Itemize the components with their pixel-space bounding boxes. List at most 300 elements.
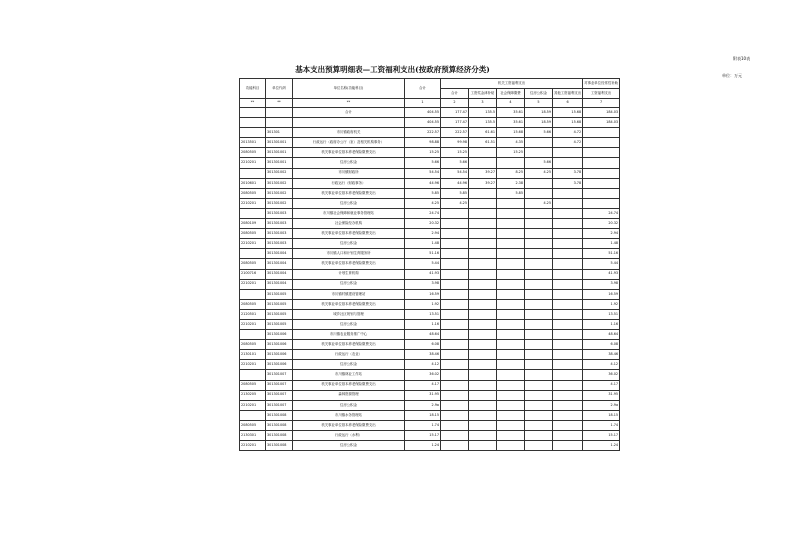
cell-org-wage — [583, 158, 620, 168]
cell-unit-code: 301301002 — [266, 198, 293, 208]
table-body — [240, 79, 620, 451]
cell-housing-fund — [525, 360, 553, 370]
cell-org-wage: 3.98 — [583, 279, 620, 289]
cell-social-insurance — [497, 309, 525, 319]
cell-social-insurance — [497, 219, 525, 229]
cell-org-wage: 31.95 — [583, 390, 620, 400]
cell-other-wage — [553, 299, 583, 309]
cell-other-wage — [553, 340, 583, 350]
cell-other-wage: 15.68 — [553, 108, 583, 118]
cell-other-wage — [553, 319, 583, 329]
cell-unit-code: 301301002 — [266, 168, 293, 178]
cell-wage-bonus — [469, 441, 497, 451]
cell-other-wage — [553, 188, 583, 198]
cell-unit-code: 301301004 — [266, 279, 293, 289]
cell-unit-name: 市川镇人口和计划生育服务所 — [293, 249, 405, 259]
cell-housing-fund: 18.59 — [525, 118, 553, 128]
index-cell: 5 — [525, 99, 553, 108]
cell-housing-fund — [525, 420, 553, 430]
cell-func-code: 2210201 — [240, 400, 266, 410]
cell-housing-fund — [525, 249, 553, 259]
cell-sub-total — [441, 431, 469, 441]
cell-wage-bonus — [469, 431, 497, 441]
cell-sub-total: 222.57 — [441, 128, 469, 138]
cell-func-code: 2080109 — [240, 219, 266, 229]
table-row — [240, 380, 620, 390]
cell-unit-code: 301301001 — [266, 148, 293, 158]
table-row — [240, 390, 620, 400]
cell-unit-name: 住房公积金 — [293, 360, 405, 370]
cell-sub-total — [441, 350, 469, 360]
cell-func-code — [240, 410, 266, 420]
cell-func-code — [240, 118, 266, 128]
cell-housing-fund: 18.59 — [525, 108, 553, 118]
cell-unit-name: 森林资源管理 — [293, 390, 405, 400]
cell-func-code: 2080505 — [240, 420, 266, 430]
cell-sub-total — [441, 259, 469, 269]
cell-social-insurance — [497, 390, 525, 400]
cell-func-code: 2210201 — [240, 158, 266, 168]
table-row — [240, 319, 620, 329]
cell-wage-bonus — [469, 340, 497, 350]
cell-social-insurance — [497, 299, 525, 309]
cell-other-wage — [553, 229, 583, 239]
cell-social-insurance — [497, 239, 525, 249]
cell-func-code — [240, 330, 266, 340]
cell-unit-name: 住房公积金 — [293, 158, 405, 168]
table-row — [240, 208, 620, 218]
cell-unit-code: 301301003 — [266, 229, 293, 239]
cell-func-code — [240, 208, 266, 218]
index-cell: ** — [240, 99, 266, 108]
cell-sub-total — [441, 360, 469, 370]
cell-org-wage: 20.32 — [583, 219, 620, 229]
table-row — [240, 340, 620, 350]
cell-wage-bonus — [469, 158, 497, 168]
header-org-wage: 工资福利支出 — [583, 89, 620, 99]
cell-housing-fund — [525, 178, 553, 188]
cell-total: 1.48 — [405, 239, 441, 249]
cell-unit-name: 计划生育机构 — [293, 269, 405, 279]
cell-unit-name: 城乡社区规划与管理 — [293, 309, 405, 319]
cell-social-insurance: 35.61 — [497, 108, 525, 118]
cell-other-wage — [553, 400, 583, 410]
cell-sub-total — [441, 299, 469, 309]
cell-total: 36.02 — [405, 370, 441, 380]
cell-unit-name: 住房公积金 — [293, 198, 405, 208]
cell-wage-bonus — [469, 350, 497, 360]
cell-sub-total: 177.47 — [441, 108, 469, 118]
table-row — [240, 431, 620, 441]
cell-social-insurance — [497, 198, 525, 208]
cell-unit-code: 301301003 — [266, 219, 293, 229]
cell-org-wage: 1.74 — [583, 420, 620, 430]
cell-social-insurance — [497, 279, 525, 289]
cell-wage-bonus — [469, 420, 497, 430]
cell-total: 31.95 — [405, 390, 441, 400]
cell-unit-code: 301301001 — [266, 138, 293, 148]
cell-unit-name: 住房公积金 — [293, 239, 405, 249]
cell-wage-bonus — [469, 319, 497, 329]
cell-unit-code: 301301007 — [266, 370, 293, 380]
cell-unit-name: 行政运行（水利） — [293, 431, 405, 441]
cell-func-code: 2080505 — [240, 380, 266, 390]
cell-unit-code: 301301006 — [266, 350, 293, 360]
cell-unit-name: 机关事业单位基本养老保险缴费支出 — [293, 380, 405, 390]
cell-total: 1.16 — [405, 319, 441, 329]
cell-sub-total: 5.85 — [441, 188, 469, 198]
cell-other-wage: 4.72 — [553, 128, 583, 138]
cell-unit-name — [293, 118, 405, 128]
cell-housing-fund — [525, 400, 553, 410]
cell-total: 13.51 — [405, 309, 441, 319]
cell-unit-code: 301301003 — [266, 239, 293, 249]
index-cell: 3 — [469, 99, 497, 108]
table-row — [240, 168, 620, 178]
cell-housing-fund — [525, 441, 553, 451]
cell-func-code: 2120501 — [240, 309, 266, 319]
cell-unit-code: 301301008 — [266, 420, 293, 430]
cell-housing-fund — [525, 431, 553, 441]
cell-unit-code: 301301006 — [266, 340, 293, 350]
cell-unit-name: 机关事业单位基本养老保险缴费支出 — [293, 229, 405, 239]
cell-total: 44.96 — [405, 178, 441, 188]
cell-org-wage — [583, 188, 620, 198]
cell-wage-bonus — [469, 259, 497, 269]
cell-other-wage — [553, 279, 583, 289]
cell-wage-bonus: 135.5 — [469, 118, 497, 128]
cell-unit-code: 301301004 — [266, 259, 293, 269]
cell-org-wage: 5.44 — [583, 259, 620, 269]
cell-other-wage — [553, 219, 583, 229]
table-row — [240, 239, 620, 249]
cell-sub-total — [441, 340, 469, 350]
cell-org-wage: 41.93 — [583, 269, 620, 279]
cell-sub-total: 5.66 — [441, 158, 469, 168]
cell-wage-bonus — [469, 229, 497, 239]
form-number: 附表10表 — [733, 56, 751, 61]
cell-org-wage — [583, 198, 620, 208]
cell-unit-name: 行政运行（政府办公厅（室）及相关机构事务） — [293, 138, 405, 148]
cell-wage-bonus — [469, 309, 497, 319]
cell-other-wage — [553, 370, 583, 380]
cell-wage-bonus — [469, 380, 497, 390]
cell-housing-fund — [525, 279, 553, 289]
cell-unit-name: 市川镇水务管理站 — [293, 410, 405, 420]
cell-unit-name: 市川镇政府机关 — [293, 128, 405, 138]
cell-func-code: 2130301 — [240, 431, 266, 441]
cell-wage-bonus — [469, 370, 497, 380]
cell-social-insurance — [497, 420, 525, 430]
cell-wage-bonus — [469, 289, 497, 299]
cell-social-insurance — [497, 289, 525, 299]
cell-sub-total — [441, 249, 469, 259]
cell-func-code: 2130101 — [240, 350, 266, 360]
cell-social-insurance — [497, 319, 525, 329]
cell-org-wage: 36.02 — [583, 370, 620, 380]
cell-org-wage: 4.12 — [583, 360, 620, 370]
cell-sub-total — [441, 219, 469, 229]
header-housing-fund: 住房公积金 — [525, 89, 553, 99]
cell-func-code: 2080505 — [240, 340, 266, 350]
cell-unit-code — [266, 108, 293, 118]
cell-social-insurance — [497, 400, 525, 410]
cell-housing-fund — [525, 319, 553, 329]
cell-org-wage: 18.15 — [583, 410, 620, 420]
cell-org-wage — [583, 138, 620, 148]
cell-unit-name: 住房公积金 — [293, 400, 405, 410]
cell-org-wage — [583, 128, 620, 138]
table-row — [240, 259, 620, 269]
cell-total: 4.17 — [405, 380, 441, 390]
header-sub-total: 合计 — [441, 89, 469, 99]
cell-org-wage: 1.92 — [583, 299, 620, 309]
cell-func-code — [240, 128, 266, 138]
cell-other-wage — [553, 420, 583, 430]
cell-sub-total — [441, 441, 469, 451]
cell-social-insurance — [497, 229, 525, 239]
cell-org-wage: 24.74 — [583, 208, 620, 218]
cell-wage-bonus — [469, 249, 497, 259]
cell-social-insurance — [497, 269, 525, 279]
cell-sub-total — [441, 380, 469, 390]
table-row — [240, 441, 620, 451]
cell-social-insurance — [497, 441, 525, 451]
cell-social-insurance — [497, 158, 525, 168]
cell-sub-total — [441, 330, 469, 340]
cell-social-insurance — [497, 208, 525, 218]
cell-housing-fund — [525, 380, 553, 390]
cell-social-insurance — [497, 410, 525, 420]
cell-unit-code: 301301005 — [266, 319, 293, 329]
index-cell: 2 — [441, 99, 469, 108]
cell-other-wage — [553, 208, 583, 218]
cell-housing-fund — [525, 219, 553, 229]
header-row-1 — [240, 79, 620, 89]
cell-social-insurance — [497, 360, 525, 370]
cell-total: 222.57 — [405, 128, 441, 138]
cell-unit-name: 市川镇社会保障和就业事务管理站 — [293, 208, 405, 218]
cell-wage-bonus — [469, 360, 497, 370]
cell-unit-name: 社会保险经办机构 — [293, 219, 405, 229]
cell-sub-total: 99.98 — [441, 138, 469, 148]
table-row — [240, 330, 620, 340]
index-cell: ** — [293, 99, 405, 108]
cell-total: 5.44 — [405, 259, 441, 269]
cell-other-wage — [553, 289, 583, 299]
cell-unit-name: 机关事业单位基本养老保险缴费支出 — [293, 259, 405, 269]
cell-sub-total: 54.54 — [441, 168, 469, 178]
cell-org-wage: 1.48 — [583, 239, 620, 249]
cell-sub-total — [441, 269, 469, 279]
cell-unit-name: 机关事业单位基本养老保险缴费支出 — [293, 188, 405, 198]
cell-total: 20.32 — [405, 219, 441, 229]
cell-unit-code: 301301004 — [266, 249, 293, 259]
index-cell: 6 — [553, 99, 583, 108]
table-row — [240, 269, 620, 279]
cell-sub-total — [441, 319, 469, 329]
table-row — [240, 420, 620, 430]
table-row — [240, 309, 620, 319]
table-row — [240, 138, 620, 148]
cell-org-wage — [583, 148, 620, 158]
cell-unit-name: 合计 — [293, 108, 405, 118]
cell-unit-name: 机关事业单位基本养老保险缴费支出 — [293, 299, 405, 309]
table-row — [240, 108, 620, 118]
cell-unit-code: 301301005 — [266, 309, 293, 319]
cell-sub-total — [441, 239, 469, 249]
cell-other-wage — [553, 158, 583, 168]
cell-func-code: 2100716 — [240, 269, 266, 279]
cell-unit-code: 301301008 — [266, 410, 293, 420]
cell-wage-bonus — [469, 400, 497, 410]
cell-org-wage: 6.08 — [583, 340, 620, 350]
index-cell: 4 — [497, 99, 525, 108]
cell-total: 24.74 — [405, 208, 441, 218]
cell-org-wage: 2.94 — [583, 229, 620, 239]
cell-housing-fund: 5.66 — [525, 158, 553, 168]
cell-other-wage — [553, 148, 583, 158]
cell-other-wage: 4.72 — [553, 138, 583, 148]
budget-table — [239, 78, 620, 451]
cell-total: 38.46 — [405, 350, 441, 360]
cell-social-insurance — [497, 249, 525, 259]
table-row — [240, 128, 620, 138]
cell-org-wage — [583, 178, 620, 188]
cell-func-code: 2210201 — [240, 319, 266, 329]
cell-housing-fund — [525, 370, 553, 380]
cell-unit-name: 市川镇农业服务推广中心 — [293, 330, 405, 340]
cell-other-wage — [553, 350, 583, 360]
cell-social-insurance: 15.25 — [497, 148, 525, 158]
cell-wage-bonus — [469, 269, 497, 279]
cell-wage-bonus: 61.51 — [469, 138, 497, 148]
cell-func-code: 2010601 — [240, 178, 266, 188]
table-row — [240, 229, 620, 239]
table-row — [240, 350, 620, 360]
page-title: 基本支出预算明细表—工资福利支出(按政府预算经济分类) — [295, 65, 490, 74]
cell-wage-bonus — [469, 239, 497, 249]
cell-total: 3.98 — [405, 279, 441, 289]
index-row — [240, 99, 620, 108]
cell-wage-bonus — [469, 410, 497, 420]
cell-total: 48.64 — [405, 330, 441, 340]
table-row — [240, 188, 620, 198]
cell-social-insurance — [497, 431, 525, 441]
cell-unit-code: 301301003 — [266, 208, 293, 218]
cell-other-wage: 15.68 — [553, 118, 583, 128]
cell-housing-fund — [525, 229, 553, 239]
cell-total: 18.15 — [405, 410, 441, 420]
table-row — [240, 249, 620, 259]
cell-other-wage — [553, 309, 583, 319]
header-social-insurance: 社会保障缴费 — [497, 89, 525, 99]
cell-housing-fund — [525, 289, 553, 299]
cell-total: 1.92 — [405, 299, 441, 309]
index-cell: 7 — [583, 99, 620, 108]
cell-total: 404.55 — [405, 118, 441, 128]
header-other-wage: 其他工资福利支出 — [553, 89, 583, 99]
cell-unit-name: 机关事业单位基本养老保险缴费支出 — [293, 420, 405, 430]
cell-wage-bonus: 61.61 — [469, 128, 497, 138]
cell-org-wage: 48.64 — [583, 330, 620, 340]
cell-housing-fund — [525, 309, 553, 319]
cell-unit-code: 301301001 — [266, 158, 293, 168]
cell-total: 15.25 — [405, 148, 441, 158]
cell-other-wage — [553, 390, 583, 400]
cell-unit-code: 301301007 — [266, 390, 293, 400]
table-row — [240, 370, 620, 380]
cell-total: 51.16 — [405, 249, 441, 259]
table-row — [240, 360, 620, 370]
cell-housing-fund — [525, 208, 553, 218]
cell-wage-bonus — [469, 208, 497, 218]
table-row — [240, 299, 620, 309]
cell-org-wage: 2.9a — [583, 400, 620, 410]
cell-total: 1.24 — [405, 441, 441, 451]
cell-housing-fund — [525, 188, 553, 198]
cell-unit-code — [266, 118, 293, 128]
cell-unit-code: 301301 — [266, 128, 293, 138]
cell-other-wage — [553, 249, 583, 259]
cell-sub-total — [441, 279, 469, 289]
table-row — [240, 178, 620, 188]
cell-total: 16.59 — [405, 289, 441, 299]
cell-func-code — [240, 249, 266, 259]
cell-func-code — [240, 108, 266, 118]
cell-other-wage: 3.78 — [553, 168, 583, 178]
cell-org-wage: 51.16 — [583, 249, 620, 259]
cell-org-wage: 38.46 — [583, 350, 620, 360]
cell-func-code: 2080505 — [240, 148, 266, 158]
cell-total: 404.55 — [405, 108, 441, 118]
cell-unit-name: 市川镇林业工作站 — [293, 370, 405, 380]
cell-func-code: 2080505 — [240, 299, 266, 309]
table-row — [240, 198, 620, 208]
cell-sub-total — [441, 208, 469, 218]
cell-housing-fund — [525, 330, 553, 340]
cell-org-wage: 184.03 — [583, 118, 620, 128]
cell-social-insurance: 5.85 — [497, 188, 525, 198]
cell-sub-total — [441, 370, 469, 380]
table-row — [240, 148, 620, 158]
cell-unit-name: 行政运行（农业） — [293, 350, 405, 360]
cell-housing-fund — [525, 299, 553, 309]
cell-unit-code: 301301007 — [266, 400, 293, 410]
cell-unit-code: 301301007 — [266, 380, 293, 390]
cell-total: 5.85 — [405, 188, 441, 198]
header-group: 机关工资福利支出 — [441, 79, 583, 89]
cell-wage-bonus: 39.27 — [469, 168, 497, 178]
cell-total: 41.93 — [405, 269, 441, 279]
cell-other-wage — [553, 380, 583, 390]
cell-other-wage — [553, 239, 583, 249]
cell-unit-code: 301301002 — [266, 178, 293, 188]
cell-total: 2.94 — [405, 229, 441, 239]
cell-wage-bonus: 135.5 — [469, 108, 497, 118]
cell-org-wage: 16.59 — [583, 289, 620, 299]
table-row — [240, 158, 620, 168]
cell-unit-code: 301301002 — [266, 188, 293, 198]
cell-unit-name: 住房公积金 — [293, 441, 405, 451]
cell-unit-name: 机关事业单位基本养老保险缴费支出 — [293, 340, 405, 350]
cell-func-code: 2210201 — [240, 441, 266, 451]
cell-social-insurance — [497, 259, 525, 269]
cell-social-insurance — [497, 340, 525, 350]
cell-func-code: 2210201 — [240, 360, 266, 370]
cell-housing-fund — [525, 390, 553, 400]
cell-sub-total — [441, 400, 469, 410]
